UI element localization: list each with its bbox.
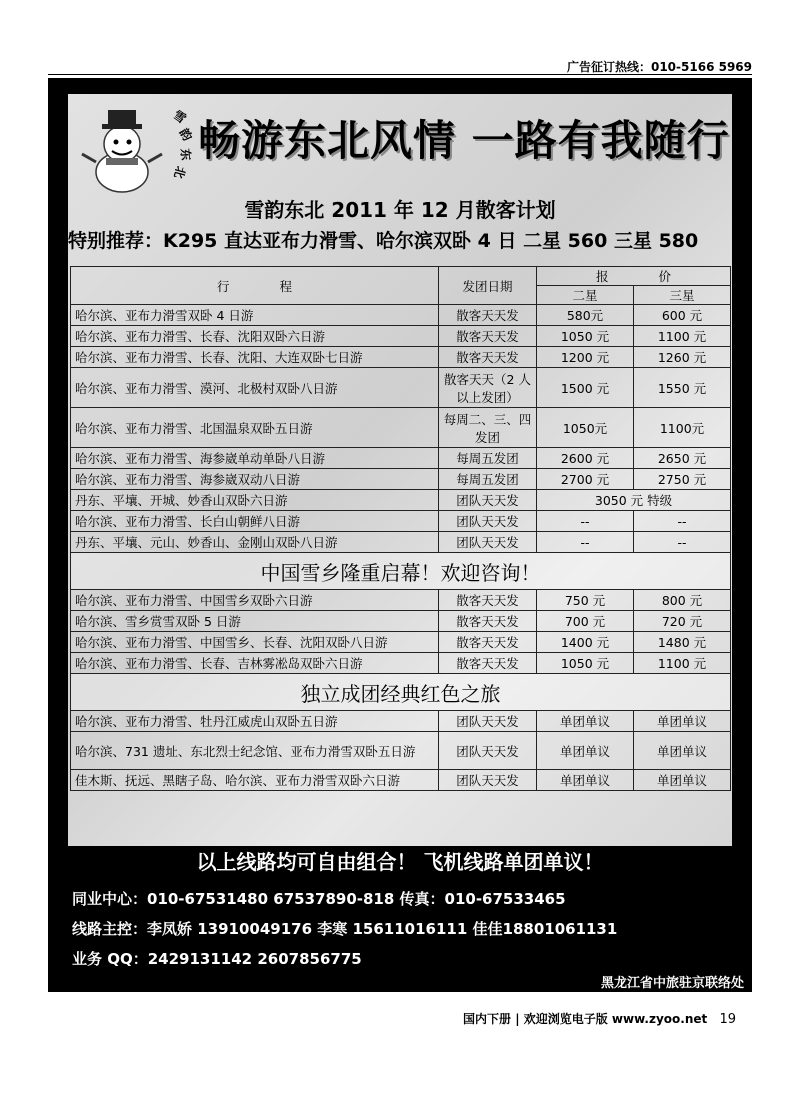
route-cell: 佳木斯、抚远、黑瞎子岛、哈尔滨、亚布力滑雪双卧六日游 [71, 770, 439, 791]
table-row [71, 590, 731, 611]
table-row [71, 770, 731, 791]
price-three-cell: 1100 元 [634, 653, 731, 674]
contact-line-1: 同业中心：010-67531480 67537890-818 传真：010-67533465 [72, 890, 566, 908]
price-three-cell: 1100 元 [634, 326, 731, 347]
table-row [71, 653, 731, 674]
date-cell: 团队天天发 [439, 770, 537, 791]
price-three-cell: 800 元 [634, 590, 731, 611]
special-recommendation: 特别推荐：K295 直达亚布力滑雪、哈尔滨双卧 4 日 二星 560 三星 580 [68, 230, 699, 252]
price-three-cell: 单团单议 [634, 770, 731, 791]
date-cell: 散客天天发 [439, 347, 537, 368]
route-cell: 哈尔滨、亚布力滑雪、海参崴双动八日游 [71, 469, 439, 490]
price-merged-cell: 3050 元 特级 [537, 490, 731, 511]
price-two-cell: 1500 元 [537, 368, 634, 408]
table-row [71, 347, 731, 368]
ad-frame [48, 78, 752, 992]
date-cell: 散客天天发 [439, 326, 537, 347]
date-cell: 每周二、三、四发团 [439, 408, 537, 448]
brand-vertical: 雪 韵 东 北 [170, 107, 195, 180]
date-cell: 散客天天发 [439, 632, 537, 653]
price-two-cell: 750 元 [537, 590, 634, 611]
route-cell: 哈尔滨、亚布力滑雪、中国雪乡、长春、沈阳双卧八日游 [71, 632, 439, 653]
tour-table [70, 266, 731, 791]
date-cell: 团队天天发 [439, 532, 537, 553]
route-cell: 哈尔滨、亚布力滑雪、长春、沈阳、大连双卧七日游 [71, 347, 439, 368]
section-red-tour: 独立成团经典红色之旅 [71, 674, 731, 711]
table-row [71, 711, 731, 732]
office-name: 黑龙江省中旅驻京联络处 [600, 976, 744, 991]
route-cell: 哈尔滨、亚布力滑雪、牡丹江威虎山双卧五日游 [71, 711, 439, 732]
table-row [71, 511, 731, 532]
header-route: 行 程 [71, 267, 439, 305]
contact-panel [68, 846, 732, 976]
route-cell: 丹东、平壤、元山、妙香山、金刚山双卧八日游 [71, 532, 439, 553]
table-row [71, 408, 731, 448]
snowman-icon [78, 106, 164, 196]
price-three-cell: -- [634, 511, 731, 532]
header-date: 发团日期 [439, 267, 537, 305]
route-cell: 丹东、平壤、开城、妙香山双卧六日游 [71, 490, 439, 511]
table-row [71, 448, 731, 469]
price-two-cell: 单团单议 [537, 711, 634, 732]
header-price: 报 价 [537, 267, 731, 286]
price-three-cell: 1550 元 [634, 368, 731, 408]
table-row [71, 611, 731, 632]
date-cell: 团队天天发 [439, 732, 537, 770]
route-cell: 哈尔滨、731 遗址、东北烈士纪念馆、亚布力滑雪双卧五日游 [71, 732, 439, 770]
date-cell: 散客天天发 [439, 611, 537, 632]
date-cell: 团队天天发 [439, 711, 537, 732]
price-two-cell: 1200 元 [537, 347, 634, 368]
price-two-cell: -- [537, 511, 634, 532]
table-row [71, 732, 731, 770]
price-two-cell: -- [537, 532, 634, 553]
contact-line-3: 业务 QQ：2429131142 2607856775 [72, 950, 362, 968]
route-cell: 哈尔滨、亚布力滑雪、长白山朝鲜八日游 [71, 511, 439, 532]
plan-title: 雪韵东北 2011 年 12 月散客计划 [244, 198, 556, 222]
price-three-cell: 1480 元 [634, 632, 731, 653]
section-row [71, 674, 731, 711]
table-row [71, 326, 731, 347]
table-row [71, 305, 731, 326]
header-two-star: 二星 [537, 286, 634, 305]
price-three-cell: 单团单议 [634, 711, 731, 732]
price-two-cell: 单团单议 [537, 770, 634, 791]
price-three-cell: 600 元 [634, 305, 731, 326]
date-cell: 团队天天发 [439, 490, 537, 511]
price-two-cell: 1050元 [537, 408, 634, 448]
date-cell: 散客天天发 [439, 653, 537, 674]
date-cell: 每周五发团 [439, 469, 537, 490]
slogan-title: 畅游东北风情 一路有我随行 [198, 116, 730, 165]
page-footer [463, 1010, 736, 1027]
price-two-cell: 2600 元 [537, 448, 634, 469]
price-two-cell: 2700 元 [537, 469, 634, 490]
price-three-cell: 2650 元 [634, 448, 731, 469]
table-row [71, 532, 731, 553]
price-three-cell: 720 元 [634, 611, 731, 632]
route-cell: 哈尔滨、亚布力滑雪、中国雪乡双卧六日游 [71, 590, 439, 611]
price-two-cell: 700 元 [537, 611, 634, 632]
price-three-cell: 单团单议 [634, 732, 731, 770]
top-divider [48, 74, 752, 75]
route-cell: 哈尔滨、亚布力滑雪、海参崴单动单卧八日游 [71, 448, 439, 469]
price-two-cell: 1050 元 [537, 326, 634, 347]
section-row [71, 553, 731, 590]
combo-note: 以上线路均可自由组合！ 飞机线路单团单议！ [196, 850, 604, 874]
price-three-cell: 1100元 [634, 408, 731, 448]
footer-text: 国内下册 | 欢迎浏览电子版 www.zyoo.net [463, 1012, 708, 1026]
price-two-cell: 1400 元 [537, 632, 634, 653]
price-two-cell: 单团单议 [537, 732, 634, 770]
table-row [71, 469, 731, 490]
section-snow-town: 中国雪乡隆重启幕！欢迎咨询！ [71, 553, 731, 590]
price-two-cell: 580元 [537, 305, 634, 326]
price-three-cell: 2750 元 [634, 469, 731, 490]
route-cell: 哈尔滨、雪乡赏雪双卧 5 日游 [71, 611, 439, 632]
date-cell: 散客天天发 [439, 305, 537, 326]
date-cell: 散客天天（2 人以上发团） [439, 368, 537, 408]
route-cell: 哈尔滨、亚布力滑雪、漠河、北极村双卧八日游 [71, 368, 439, 408]
route-cell: 哈尔滨、亚布力滑雪、长春、沈阳双卧六日游 [71, 326, 439, 347]
date-cell: 团队天天发 [439, 511, 537, 532]
date-cell: 每周五发团 [439, 448, 537, 469]
date-cell: 散客天天发 [439, 590, 537, 611]
ad-panel [68, 94, 732, 846]
price-two-cell: 1050 元 [537, 653, 634, 674]
route-cell: 哈尔滨、亚布力滑雪、长春、吉林雾凇岛双卧六日游 [71, 653, 439, 674]
route-cell: 哈尔滨、亚布力滑雪双卧 4 日游 [71, 305, 439, 326]
contact-line-2: 线路主控：李凤娇 13910049176 李寒 15611016111 佳佳18801061131 [72, 920, 618, 938]
table-row [71, 632, 731, 653]
route-cell: 哈尔滨、亚布力滑雪、北国温泉双卧五日游 [71, 408, 439, 448]
price-three-cell: -- [634, 532, 731, 553]
table-row [71, 490, 731, 511]
header-three-star: 三星 [634, 286, 731, 305]
table-row [71, 368, 731, 408]
ad-hotline: 广告征订热线：010-5166 5969 [566, 60, 752, 74]
price-three-cell: 1260 元 [634, 347, 731, 368]
page-number: 19 [719, 1012, 736, 1027]
